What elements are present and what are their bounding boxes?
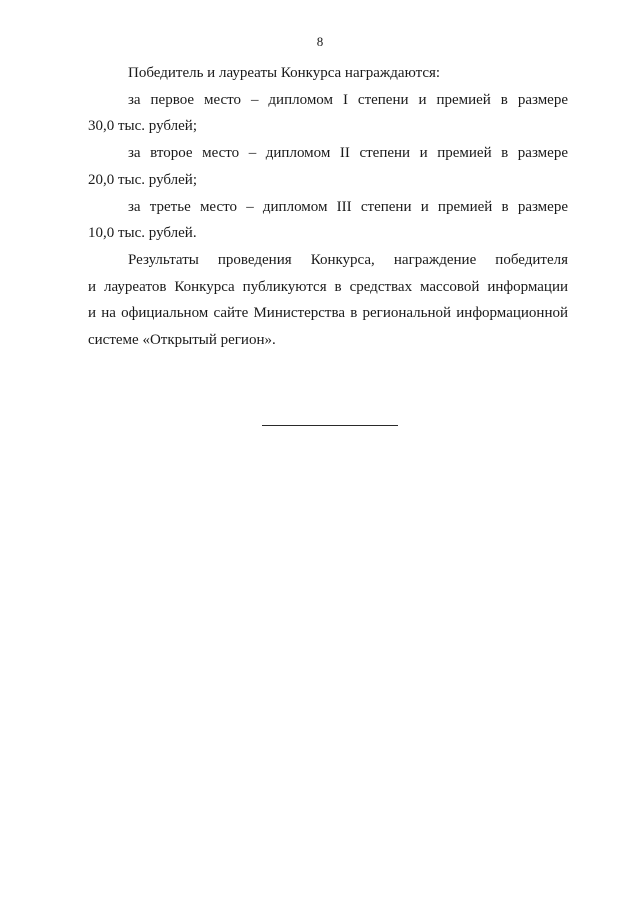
paragraph-awards-intro [88,60,568,87]
text-line: Результаты проведения Конкурса, награждение победителя [128,251,568,268]
document-body [88,60,568,354]
text-line: за третье место – дипломом III степени и премией в размере [128,198,568,215]
paragraph-first-place [88,87,568,140]
text-line: Победитель и лауреаты Конкурса награждаются: [128,65,441,81]
page-number: 8 [316,34,324,49]
end-divider-line [262,425,398,426]
text-line: за первое место – дипломом I степени и премией в размере [128,91,568,108]
paragraph-second-place [88,140,568,193]
paragraph-results-publication [88,247,568,354]
paragraph-third-place [88,194,568,247]
text-line: 30,0 тыс. рублей; [88,118,197,135]
text-line: системе «Открытый регион». [88,332,276,349]
text-line: и лауреатов Конкурса публикуются в средствах массовой информации [88,278,568,295]
text-line: 20,0 тыс. рублей; [88,171,197,188]
text-line: за второе место – дипломом II степени и премией в размере [128,145,568,162]
text-line: и на официальном сайте Министерства в региональной информационной [88,305,568,322]
text-line: 10,0 тыс. рублей. [88,225,197,242]
